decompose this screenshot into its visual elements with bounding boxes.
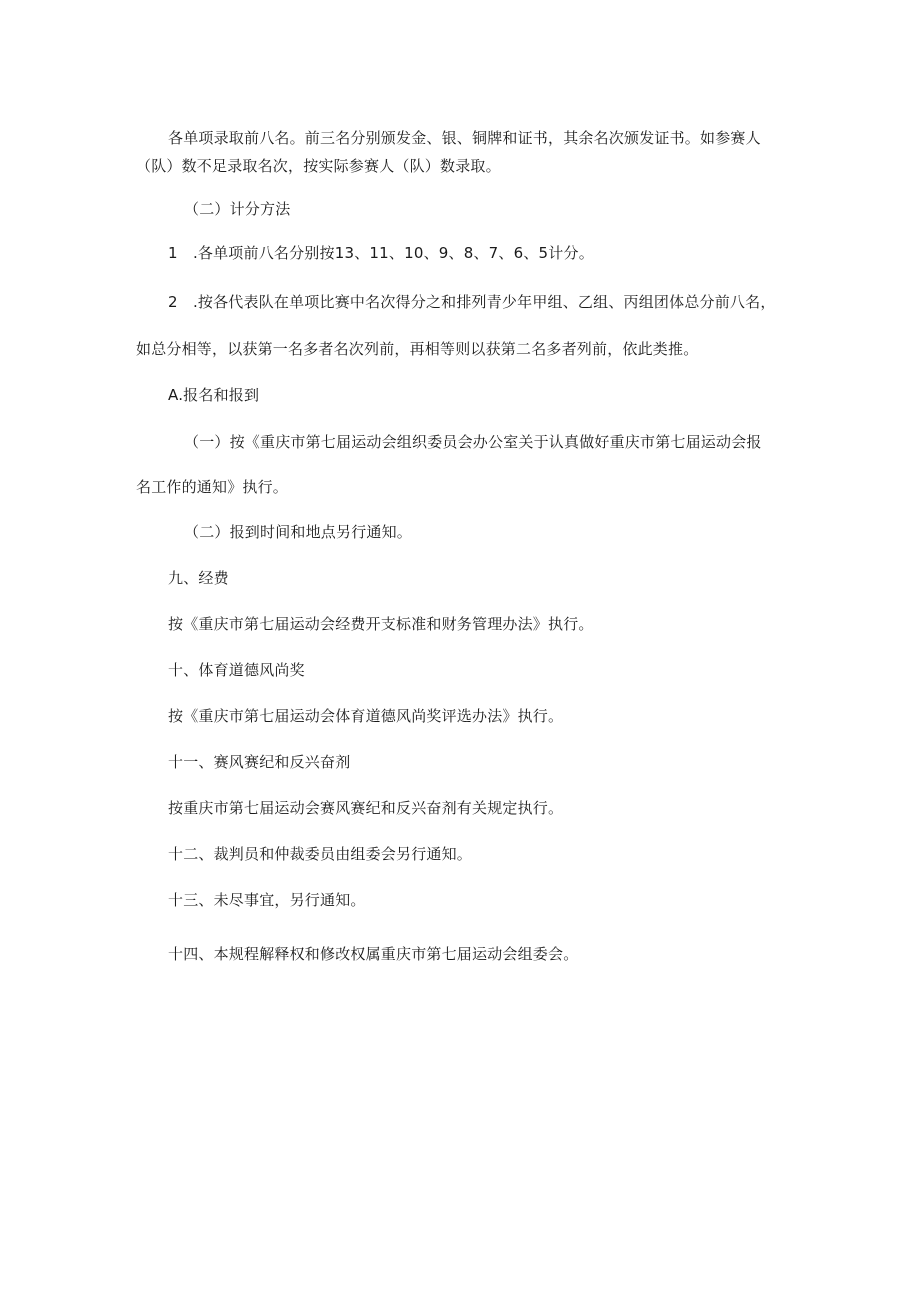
text-line-medal-rules-cont: （队）数不足录取名次，按实际参赛人（队）数录取。 [136,157,501,175]
section-heading-interpretation: 十四、本规程解释权和修改权属重庆市第七届运动会组委会。 [168,945,579,963]
text-line-funding: 按《重庆市第七届运动会经费开支标准和财务管理办法》执行。 [168,615,594,633]
text-line-registration-1-cont: 名工作的通知》执行。 [136,478,289,496]
section-heading-discipline: 十一、赛风赛纪和反兴奋剂 [168,753,351,771]
text-line-sportsmanship: 按《重庆市第七届运动会体育道德风尚奖评选办法》执行。 [168,707,564,725]
text-line-scoring-2-cont: 如总分相等，以获第一名多者名次列前，再相等则以获第二名多者列前，依此类推。 [136,340,699,358]
text-line-scoring-2: 2 .按各代表队在单项比赛中名次得分之和排列青少年甲组、乙组、丙组团体总分前八名， [168,293,776,311]
section-heading-funding: 九、经费 [168,569,229,587]
section-heading-referees: 十二、裁判员和仲裁委员由组委会另行通知。 [168,845,473,863]
text-line-scoring-1: 1 .各单项前八名分别按13、11、10、9、8、7、6、5计分。 [168,244,594,262]
text-line-registration-1: （一）按《重庆市第七届运动会组织委员会办公室关于认真做好重庆市第七届运动会报 [184,433,762,451]
section-heading-registration: A.报名和报到 [168,386,260,404]
section-heading-sportsmanship: 十、体育道德风尚奖 [168,661,305,679]
text-line-medal-rules: 各单项录取前八名。前三名分别颁发金、银、铜牌和证书，其余名次颁发证书。如参赛人 [168,129,761,147]
text-line-registration-2: （二）报到时间和地点另行通知。 [184,523,413,541]
section-heading-other: 十三、未尽事宜，另行通知。 [168,891,366,909]
text-line-discipline: 按重庆市第七届运动会赛风赛纪和反兴奋剂有关规定执行。 [168,799,564,817]
section-heading-scoring: （二）计分方法 [184,200,291,218]
